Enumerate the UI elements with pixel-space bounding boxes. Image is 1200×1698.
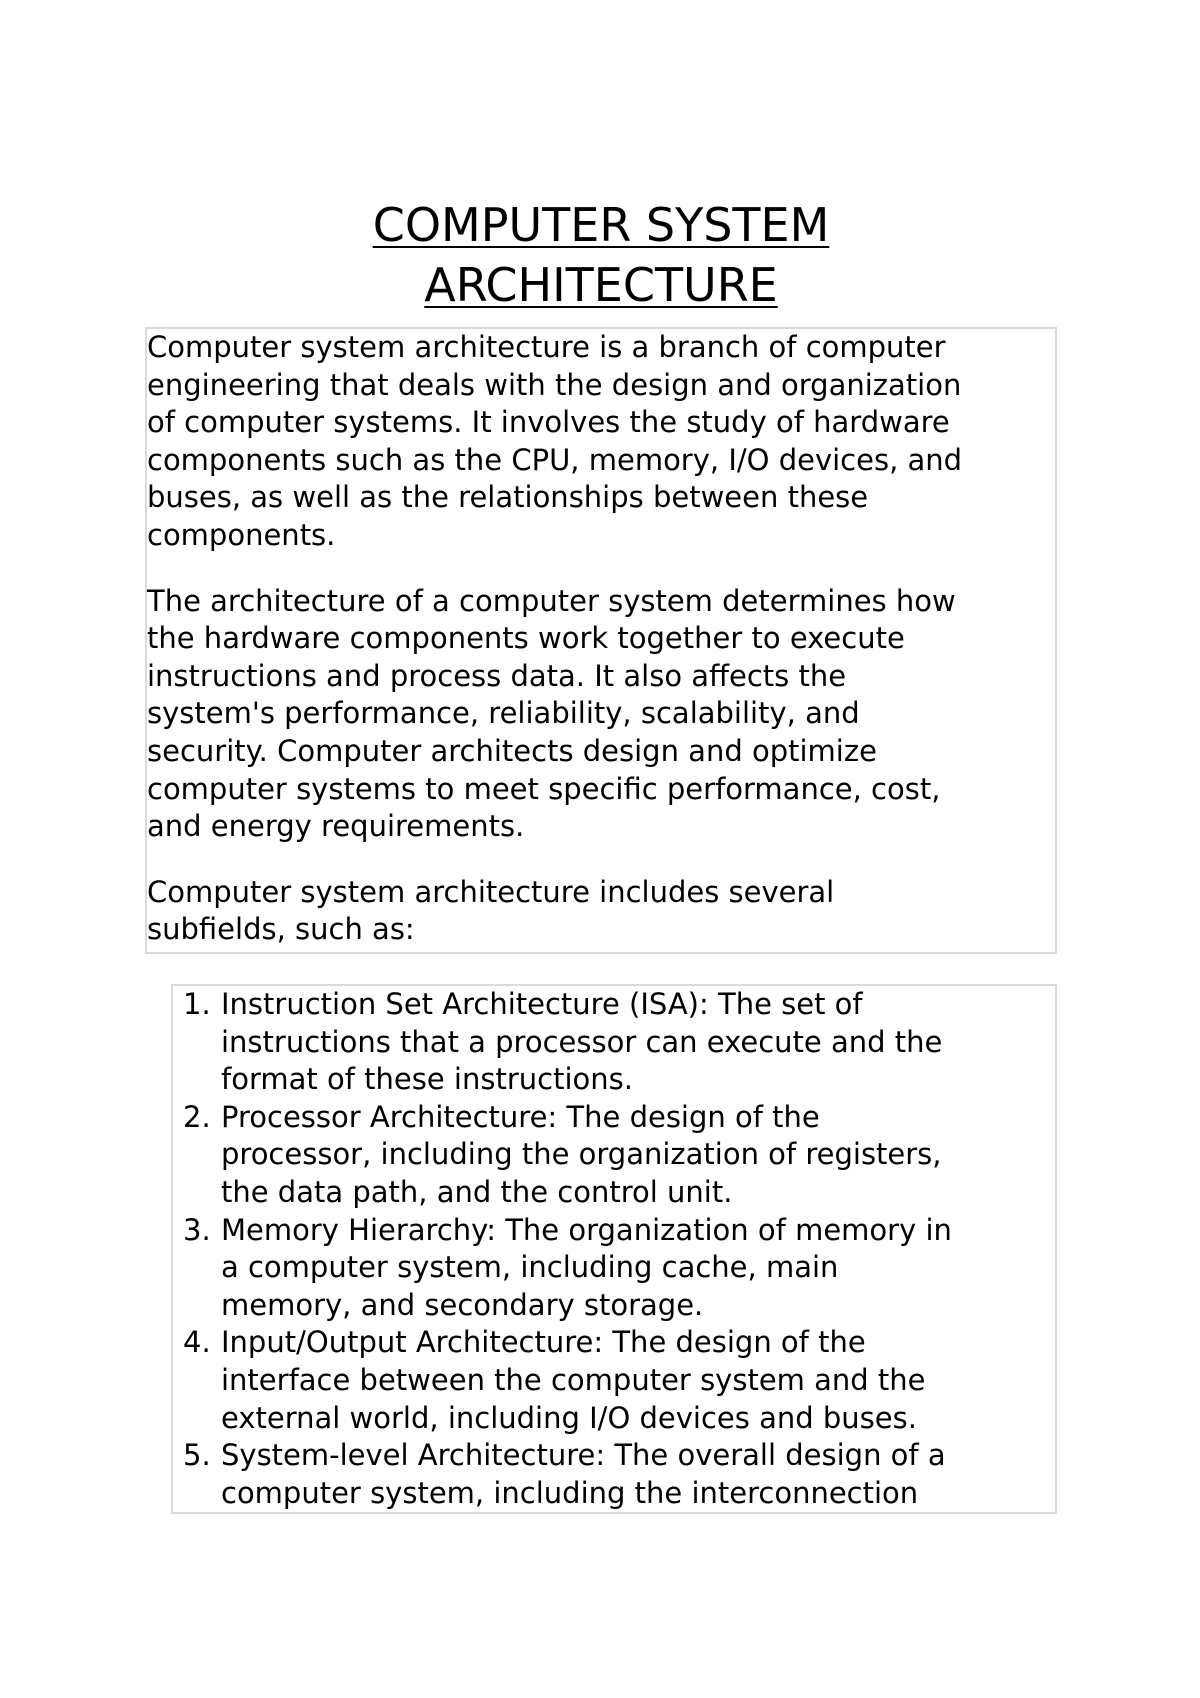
list-item-number: 1.: [183, 987, 211, 1021]
text-line: memory, and secondary storage.: [221, 1287, 704, 1322]
paragraph-subfields-intro: [147, 874, 1055, 949]
text-line: components such as the CPU, memory, I/O devices, and: [147, 442, 963, 477]
title-line-1: COMPUTER SYSTEM: [372, 198, 830, 252]
list-item-isa: [173, 986, 1055, 1099]
subfields-list: [173, 986, 1055, 1512]
subfields-list-box: [171, 984, 1057, 1514]
text-line: instructions that a processor can execute and the: [221, 1024, 943, 1059]
text-line: Input/Output Architecture: The design of the: [221, 1325, 866, 1360]
text-line: instructions and process data. It also affects the: [147, 658, 847, 693]
text-line: subfields, such as:: [147, 912, 415, 947]
text-line: format of these instructions.: [221, 1062, 633, 1097]
text-line: engineering that deals with the design and organization: [147, 367, 962, 402]
list-item-io-architecture: [173, 1324, 1055, 1437]
text-line: the hardware components work together to execute: [147, 621, 905, 656]
text-line: the data path, and the control unit.: [221, 1174, 733, 1209]
list-item-system-level-architecture: [173, 1437, 1055, 1512]
text-line: security. Computer architects design and optimize: [147, 733, 877, 768]
text-line: and energy requirements.: [147, 809, 525, 844]
text-line: Computer system architecture includes several: [147, 874, 835, 909]
text-line: interface between the computer system and the: [221, 1362, 926, 1397]
paragraph-definition: [147, 329, 1055, 555]
text-line: Instruction Set Architecture (ISA): The set of: [221, 987, 863, 1021]
text-line: processor, including the organization of registers,: [221, 1137, 942, 1172]
intro-text-box: [145, 327, 1057, 954]
text-line: system's performance, reliability, scalability, and: [147, 696, 860, 731]
list-item-number: 3.: [183, 1212, 211, 1247]
text-line: computer systems to meet specific performance, cost,: [147, 771, 941, 806]
text-line: computer system, including the interconnection: [221, 1475, 919, 1510]
list-item-number: 2.: [183, 1099, 211, 1134]
text-line: components.: [147, 517, 336, 552]
text-line: of computer systems. It involves the study of hardware: [147, 405, 950, 440]
text-line: external world, including I/O devices and buses.: [221, 1400, 917, 1435]
list-item-memory-hierarchy: [173, 1212, 1055, 1325]
page-title: [145, 195, 1057, 315]
text-line: System-level Architecture: The overall design of a: [221, 1438, 946, 1473]
title-line-2: ARCHITECTURE: [424, 258, 778, 312]
text-line: Memory Hierarchy: The organization of memory in: [221, 1212, 952, 1247]
text-line: buses, as well as the relationships between these: [147, 480, 869, 515]
list-item-number: 5.: [183, 1438, 211, 1473]
text-line: The architecture of a computer system determines how: [147, 583, 956, 618]
list-item-processor-architecture: [173, 1099, 1055, 1212]
list-item-number: 4.: [183, 1325, 211, 1360]
text-line: Computer system architecture is a branch of computer: [147, 330, 946, 364]
text-line: Processor Architecture: The design of the: [221, 1099, 820, 1134]
paragraph-importance: [147, 583, 1055, 846]
text-line: a computer system, including cache, main: [221, 1250, 839, 1285]
